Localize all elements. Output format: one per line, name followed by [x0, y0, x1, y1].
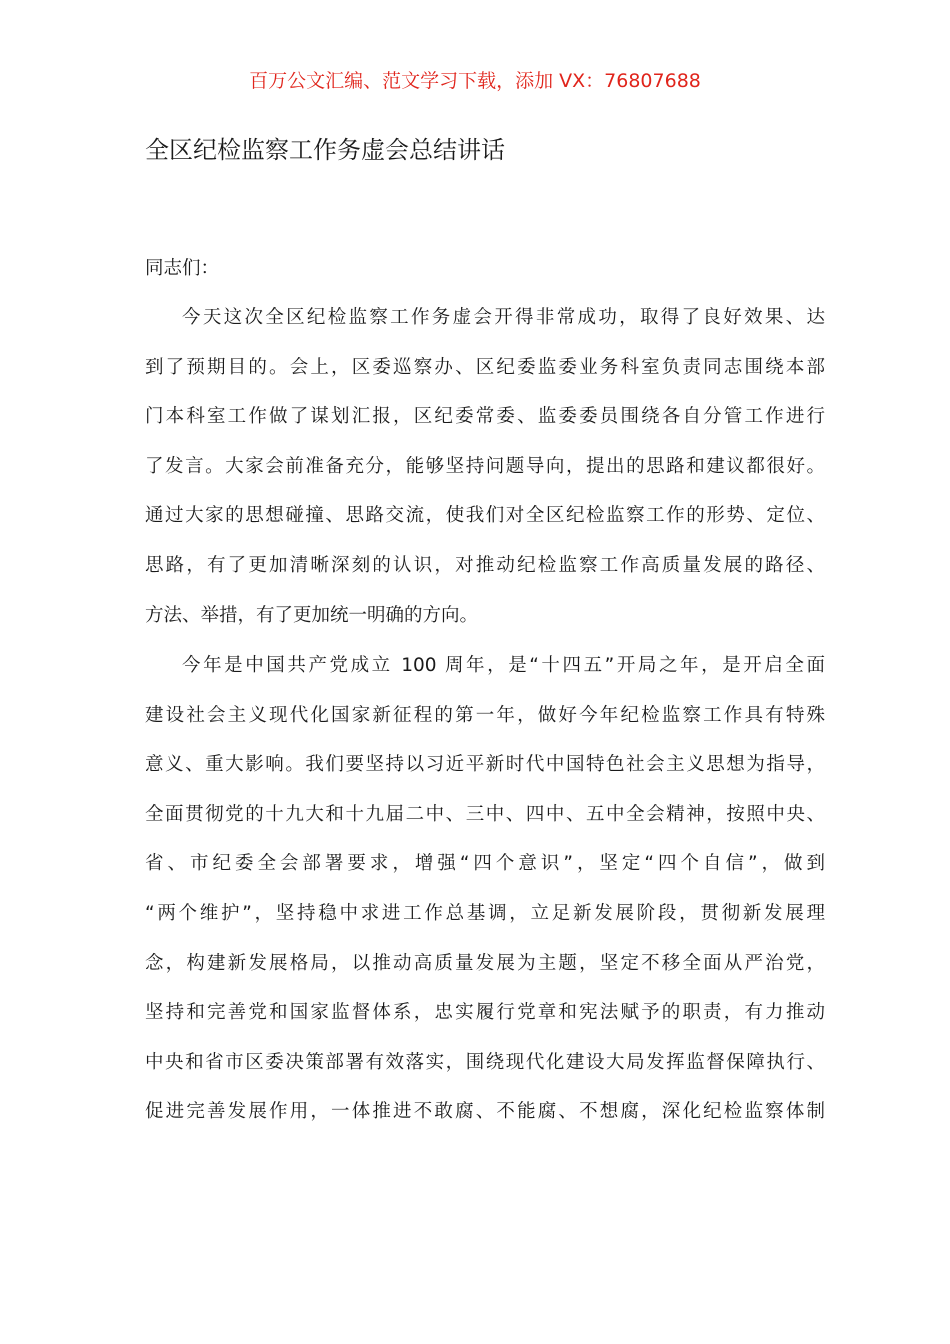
paragraph-line: 通过大家的思想碰撞、思路交流，使我们对全区纪检监察工作的形势、定位、 [145, 505, 825, 527]
paragraph-line: 坚持和完善党和国家监督体系，忠实履行党章和宪法赋予的职责，有力推动 [145, 1002, 825, 1024]
paragraph-line: 思路，有了更加清晰深刻的认识，对推动纪检监察工作高质量发展的路径、 [145, 554, 825, 576]
paragraph-line: 全面贯彻党的十九大和十九届二中、三中、四中、五中全会精神，按照中央、 [145, 803, 825, 825]
paragraph-line: 中央和省市区委决策部署有效落实，围绕现代化建设大局发挥监督保障执行、 [145, 1051, 825, 1073]
paragraph-line: 今年是中国共产党成立 100 周年，是“十四五”开局之年，是开启全面 [182, 655, 825, 676]
paragraph-2 [145, 651, 825, 1147]
paragraph-line: 到了预期目的。会上，区委巡察办、区纪委监委业务科室负责同志围绕本部 [145, 356, 825, 378]
paragraph-line: 今天这次全区纪检监察工作务虚会开得非常成功，取得了良好效果、达 [182, 307, 825, 328]
paragraph-line: 方法、举措，有了更加统一明确的方向。 [145, 604, 479, 626]
promo-banner: 百万公文汇编、范文学习下载，添加 VX：76807688 [249, 70, 701, 92]
paragraph-line: “两个维护”，坚持稳中求进工作总基调，立足新发展阶段，贯彻新发展理 [145, 902, 825, 924]
paragraph-line: 建设社会主义现代化国家新征程的第一年，做好今年纪检监察工作具有特殊 [145, 704, 825, 726]
paragraph-1 [145, 303, 825, 650]
paragraph-line: 促进完善发展作用，一体推进不敢腐、不能腐、不想腐，深化纪检监察体制 [145, 1101, 825, 1123]
salutation: 同志们： [145, 258, 220, 279]
paragraph-line: 省、市纪委全会部署要求，增强“四个意识”，坚定“四个自信”，做到 [145, 853, 825, 875]
paragraph-line: 念，构建新发展格局，以推动高质量发展为主题，坚定不移全面从严治党， [145, 952, 825, 974]
paragraph-line: 意义、重大影响。我们要坚持以习近平新时代中国特色社会主义思想为指导， [145, 754, 825, 776]
paragraph-line: 了发言。大家会前准备充分，能够坚持问题导向，提出的思路和建议都很好。 [145, 455, 825, 477]
paragraph-line: 门本科室工作做了谋划汇报，区纪委常委、监委委员围绕各自分管工作进行 [145, 406, 825, 428]
document-title: 全区纪检监察工作务虚会总结讲话 [145, 136, 505, 164]
